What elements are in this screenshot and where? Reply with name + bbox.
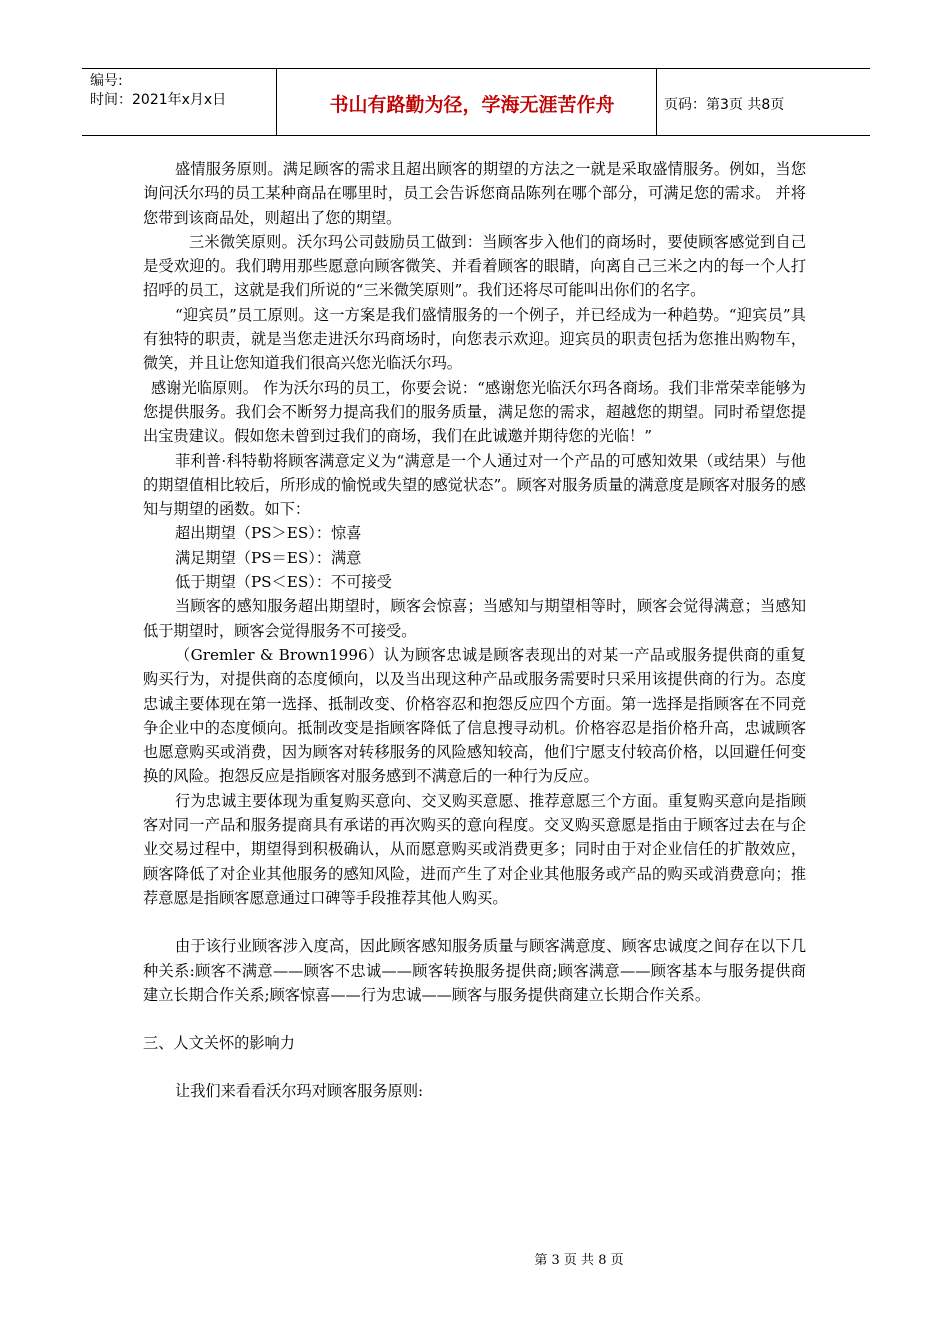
paragraph-intro: 让我们来看看沃尔玛对顾客服务原则: — [175, 1082, 424, 1101]
paragraph-hospitality: 盛情服务原则。满足顾客的需求且超出顾客的期望的方法之一就是采取盛情服务。例如，当您询问沃尔玛的员工某种商品在哪里时，员工会告诉您商品陈列在哪个部分，可满足您的需求。 并将您带到该商品处，则超出了您的期望。 — [143, 160, 806, 227]
list-item-meet: 满足期望（PS＝ES）：满意 — [175, 548, 362, 567]
section-heading: 三、人文关怀的影响力 — [143, 1034, 295, 1053]
paragraph-thanks: 感谢光临原则。 作为沃尔玛的员工，你要会说：“感谢您光临沃尔玛各商场。我们非常荣幸能够为您提供服务。我们会不断努力提高我们的服务质量，满足您的需求，超越您的期望。同时希望您提出宝贵建议。假如您未曾到过我们的商场，我们在此诚邀并期待您的光临！” — [143, 378, 806, 446]
page-footer — [0, 1249, 950, 1268]
spacer — [143, 1055, 806, 1079]
header-motto: 书山有路勤为径，学海无涯苦作舟 — [329, 94, 615, 116]
date-label: 时间：2021年x月x日 — [90, 92, 227, 108]
document-body — [143, 157, 806, 1104]
header-meta — [90, 72, 226, 110]
header-divider-right — [656, 68, 657, 136]
spacer — [143, 1007, 806, 1031]
footer-page-number: 第 3 页 共 8 页 — [534, 1253, 624, 1268]
paragraph-three-meter-smile: 三米微笑原则。沃尔玛公司鼓励员工做到：当顾客步入他们的商场时，要使顾客感觉到自己是受欢迎的。我们聘用那些愿意向顾客微笑、并看着顾客的眼睛，向离自己三米之内的每一个人打招呼的员工，这就是我们所说的“三米微笑原则”。我们还将尽可能叫出你们的名字。 — [143, 232, 806, 300]
paragraph-perception: 当顾客的感知服务超出期望时，顾客会惊喜；当感知与期望相等时，顾客会觉得满意；当感知低于期望时，顾客会觉得服务不可接受。 — [143, 597, 806, 640]
list-item-below: 低于期望（PS＜ES）：不可接受 — [175, 573, 392, 592]
spacer — [143, 910, 806, 934]
serial-label: 编号: — [90, 73, 123, 89]
paragraph-satisfaction-definition: 菲利普·科特勒将顾客满意定义为“满意是一个人通过对一个产品的可感知效果（或结果）与他的期望值相比较后，所形成的愉悦或失望的感觉状态”。顾客对服务质量的满意度是顾客对服务的感知与期望的函数。如下： — [143, 451, 806, 519]
paragraph-greeter: “迎宾员”员工原则。这一方案是我们盛情服务的一个例子，并已经成为一种趋势。“迎宾员”具有独特的职责，就是当您走进沃尔玛商场时，向您表示欢迎。迎宾员的职责包括为您推出购物车，微笑，并且让您知道我们很高兴您光临沃尔玛。 — [143, 305, 806, 373]
paragraph-behavior-loyalty: 行为忠诚主要体现为重复购买意向、交叉购买意愿、推荐意愿三个方面。重复购买意向是指顾客对同一产品和服务提商具有承诺的再次购买的意向程度。交叉购买意愿是指由于顾客过去在与企业交易过程中，期望得到积极确认，从而愿意购买或消费更多；同时由于对企业信任的扩散效应，顾客降低了对企业其他服务的感知风险，进而产生了对企业其他服务或产品的购买或消费意向；推荐意愿是指顾客愿意通过口碑等手段推荐其他人购买。 — [143, 791, 806, 907]
header-top-rule — [82, 68, 870, 69]
header-page-number: 页码：第3页 共8页 — [664, 97, 785, 113]
header-divider-left — [276, 68, 277, 136]
paragraph-loyalty: （Gremler & Brown1996）认为顾客忠诚是顾客表现出的对某一产品或服务提供商的重复购买行为，对提供商的态度倾向，以及当出现这种产品或服务需要时只采用该提供商的行为。态度忠诚主要体现在第一选择、抵制改变、价格容忍和抱怨反应四个方面。第一选择是指顾客在不同竞争企业中的态度倾向。抵制改变是指顾客降低了信息搜寻动机。价格容忍是指价格升高，忠诚顾客也愿意购买或消费，因为顾客对转移服务的风险感知较高，他们宁愿支付较高价格，以回避任何变换的风险。抱怨反应是指顾客对服务感到不满意后的一种行为反应。 — [143, 645, 806, 786]
list-item-exceed: 超出期望（PS＞ES）：惊喜 — [175, 524, 362, 543]
header-bottom-rule — [82, 135, 870, 136]
paragraph-relationships: 由于该行业顾客涉入度高，因此顾客感知服务质量与顾客满意度、顾客忠诚度之间存在以下几种关系:顾客不满意——顾客不忠诚——顾客转换服务提供商;顾客满意——顾客基本与服务提供商建立长期合作关系;顾客惊喜——行为忠诚——顾客与服务提供商建立长期合作关系。 — [143, 937, 806, 1004]
page-header — [82, 68, 870, 136]
